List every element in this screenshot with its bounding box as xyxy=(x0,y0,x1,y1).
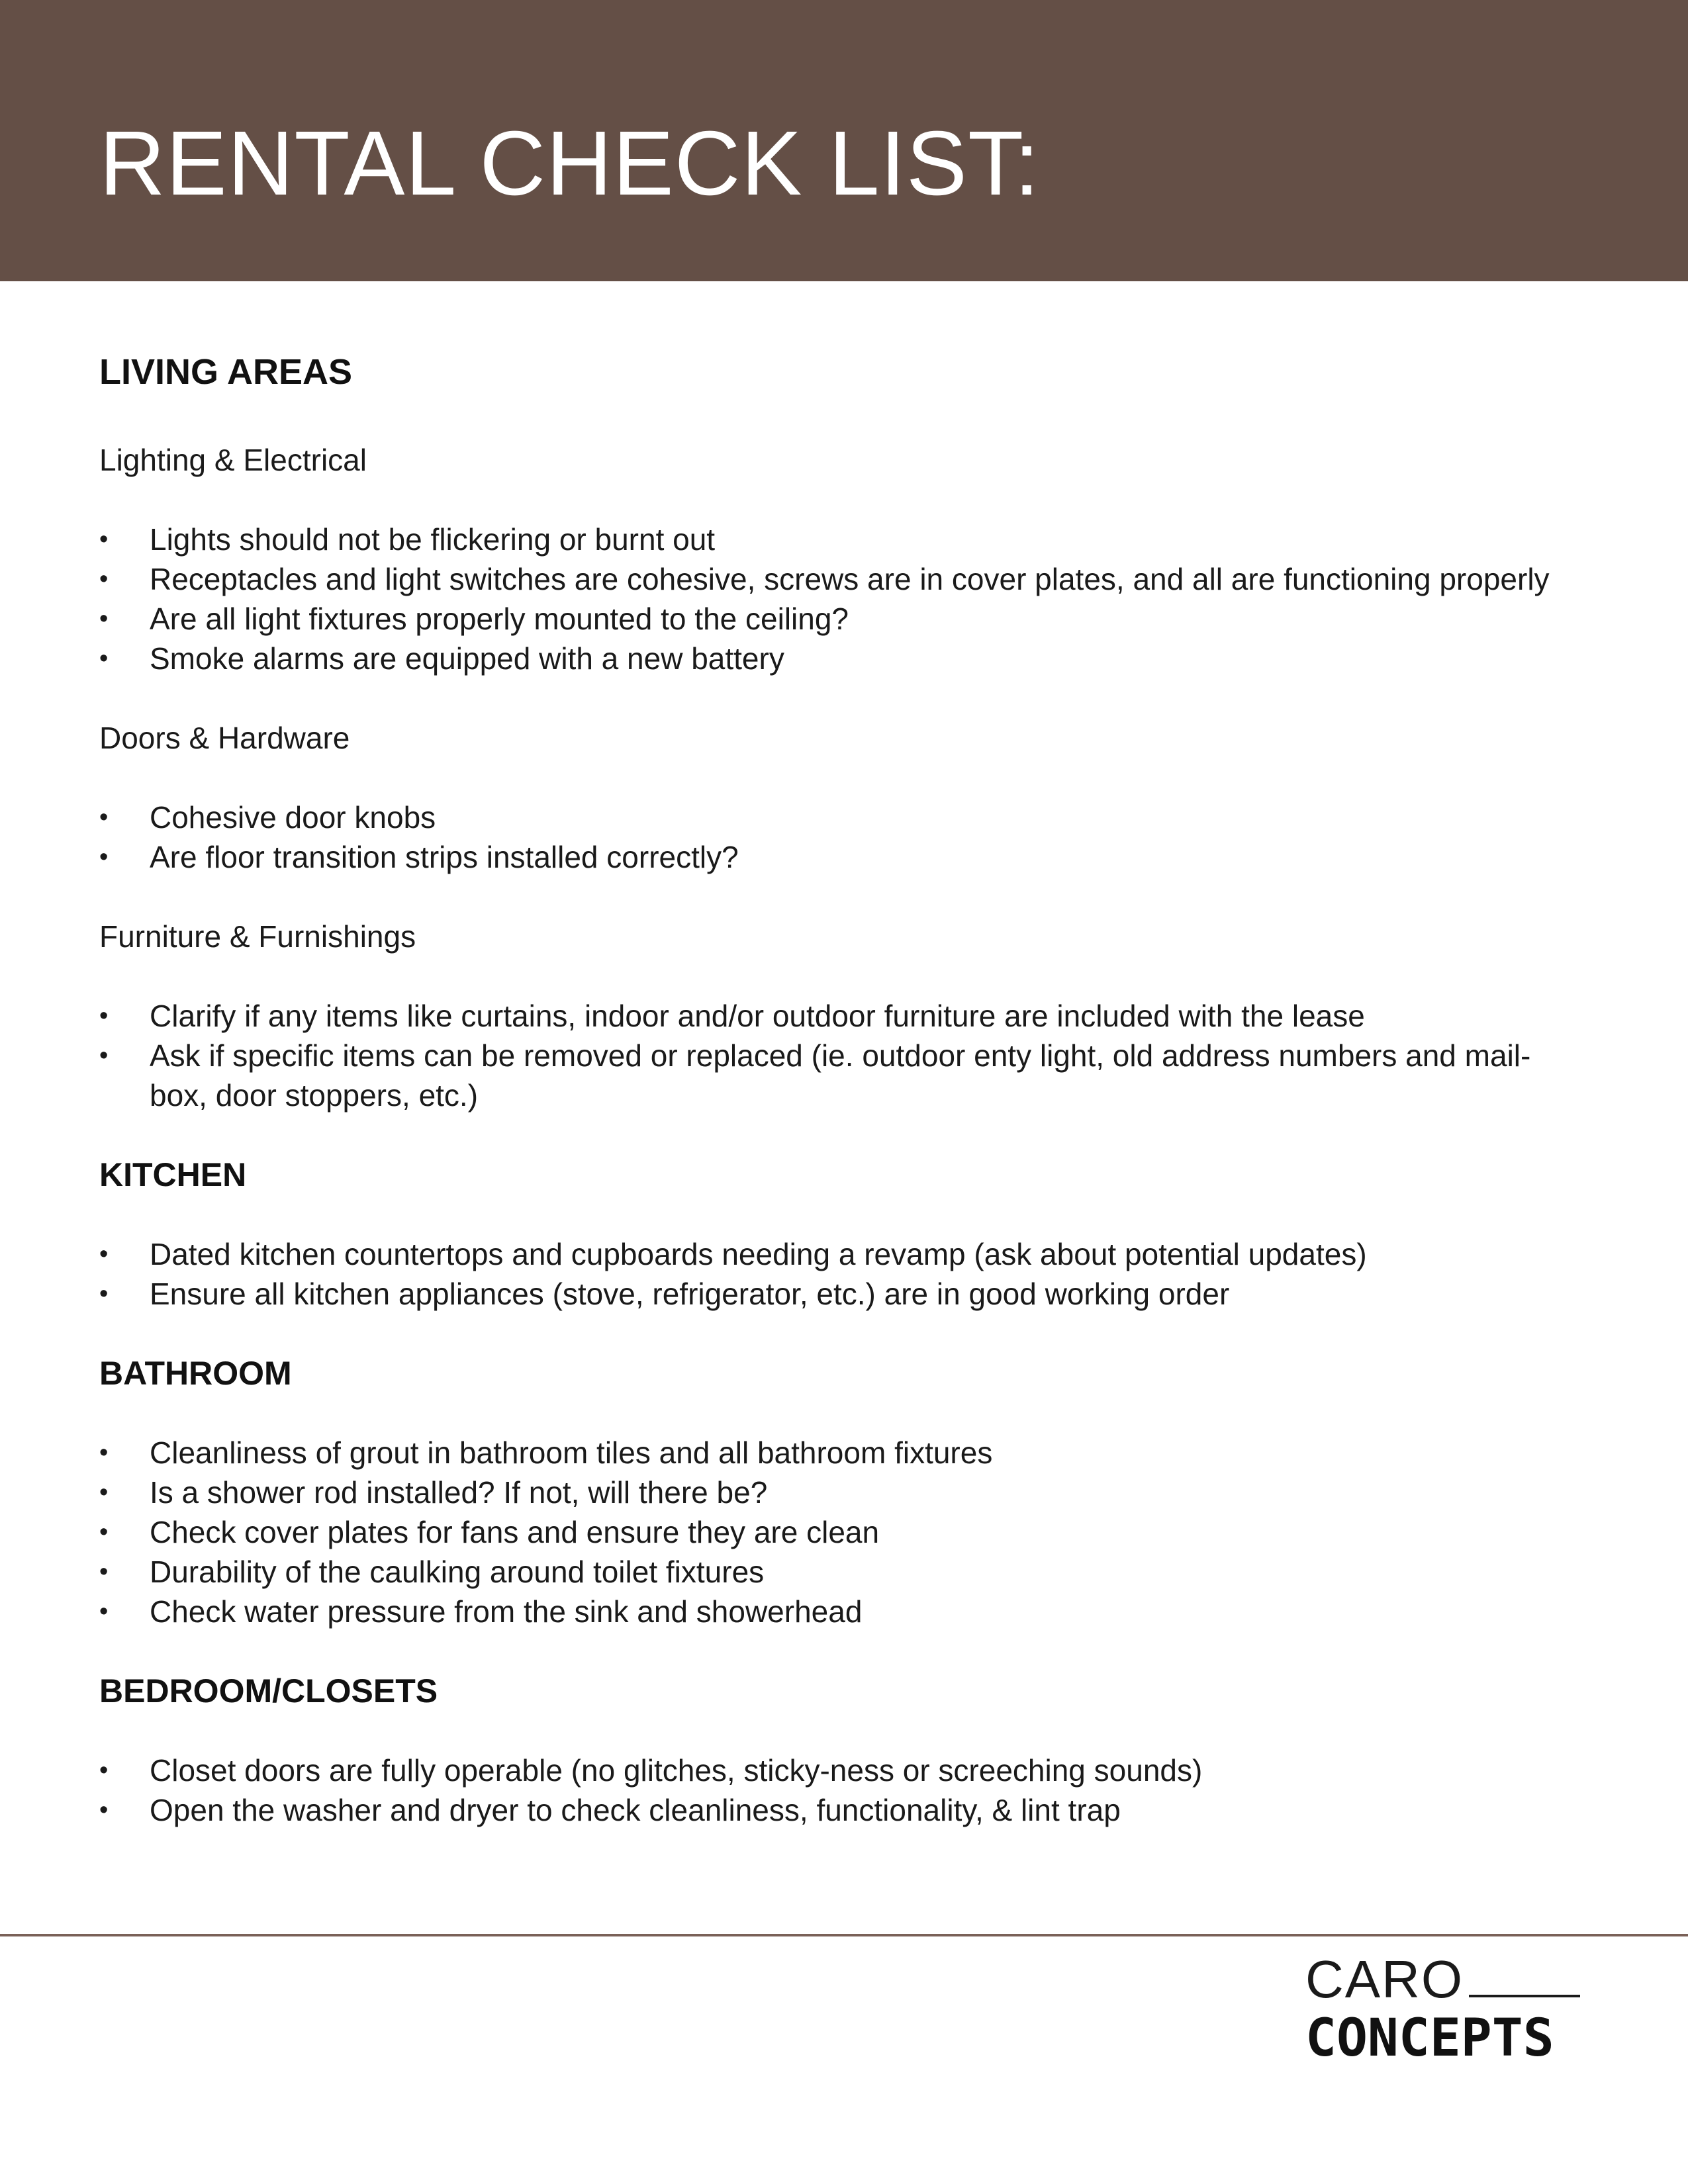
section-heading-kitchen: KITCHEN xyxy=(99,1156,247,1193)
section-heading-bedroom-closets: BEDROOM/CLOSETS xyxy=(99,1672,438,1709)
list-item: • Is a shower rod installed? If not, will there be? xyxy=(99,1473,1589,1512)
page-title: RENTAL CHECK LIST: xyxy=(99,113,1041,214)
section-heading-bathroom: BATHROOM xyxy=(99,1355,292,1392)
list-item: • Cleanliness of grout in bathroom tiles and all bathroom fixtures xyxy=(99,1433,1589,1473)
logo-line-2: CONCEPTS xyxy=(1305,2009,1554,2068)
list-item: • Dated kitchen countertops and cupboards needing a revamp (ask about potential updates) xyxy=(99,1234,1589,1274)
list-item: • Smoke alarms are equipped with a new battery xyxy=(99,639,1589,678)
bullet-icon: • xyxy=(99,1756,109,1784)
list-item: • Check cover plates for fans and ensure they are clean xyxy=(99,1512,1589,1552)
bullet-icon: • xyxy=(99,843,109,871)
caro-concepts-logo xyxy=(1305,1951,1583,2066)
bullet-icon: • xyxy=(99,1240,109,1268)
list-item: • Ask if specific items can be removed or replaced (ie. outdoor enty light, old address numbers and mail- xyxy=(99,1036,1589,1075)
subheading-doors-hardware: Doors & Hardware xyxy=(99,721,350,755)
bullet-icon: • xyxy=(99,1002,109,1030)
list-item: • Cohesive door knobs xyxy=(99,797,1589,837)
list-item: • Receptacles and light switches are cohesive, screws are in cover plates, and all are functioning properly xyxy=(99,559,1589,599)
list-kitchen xyxy=(99,1234,1589,1314)
bullet-icon: • xyxy=(99,1598,109,1625)
list-bedroom-closets xyxy=(99,1751,1589,1830)
subheading-lighting-electrical: Lighting & Electrical xyxy=(99,443,367,477)
bullet-icon: • xyxy=(99,605,109,633)
list-item: • Ensure all kitchen appliances (stove, refrigerator, etc.) are in good working order xyxy=(99,1274,1589,1314)
bullet-icon: • xyxy=(99,1042,109,1069)
bullet-icon: • xyxy=(99,1479,109,1506)
title-banner xyxy=(0,0,1688,281)
bullet-icon: • xyxy=(99,1796,109,1824)
subheading-furniture-furnishings: Furniture & Furnishings xyxy=(99,919,416,954)
list-lighting-electrical xyxy=(99,520,1589,678)
bullet-icon: • xyxy=(99,565,109,593)
list-item: • Lights should not be flickering or burnt out xyxy=(99,520,1589,559)
bullet-icon: • xyxy=(99,1280,109,1308)
bullet-icon: • xyxy=(99,803,109,831)
bullet-icon: • xyxy=(99,1558,109,1586)
list-item: • Closet doors are fully operable (no glitches, sticky-ness or screeching sounds) xyxy=(99,1751,1589,1790)
logo-underline xyxy=(1469,1995,1580,1997)
list-item: • Durability of the caulking around toilet fixtures xyxy=(99,1552,1589,1592)
bullet-icon: • xyxy=(99,525,109,553)
list-item: • Are all light fixtures properly mounted to the ceiling? xyxy=(99,599,1589,639)
list-item: • Clarify if any items like curtains, indoor and/or outdoor furniture are included with the lease xyxy=(99,996,1589,1036)
list-doors-hardware xyxy=(99,797,1589,877)
section-heading-living-areas: LIVING AREAS xyxy=(99,352,353,392)
list-item-continuation: box, door stoppers, etc.) xyxy=(150,1078,479,1113)
logo-line-1: CARO xyxy=(1305,1951,1583,2008)
bullet-icon: • xyxy=(99,1439,109,1467)
bullet-icon: • xyxy=(99,645,109,672)
list-item: • Check water pressure from the sink and showerhead xyxy=(99,1592,1589,1631)
list-furniture-furnishings xyxy=(99,996,1589,1115)
footer-divider xyxy=(0,1934,1688,1936)
list-item: • Are floor transition strips installed correctly? xyxy=(99,837,1589,877)
list-item: • Open the washer and dryer to check cleanliness, functionality, & lint trap xyxy=(99,1790,1589,1830)
bullet-icon: • xyxy=(99,1518,109,1546)
list-bathroom xyxy=(99,1433,1589,1631)
